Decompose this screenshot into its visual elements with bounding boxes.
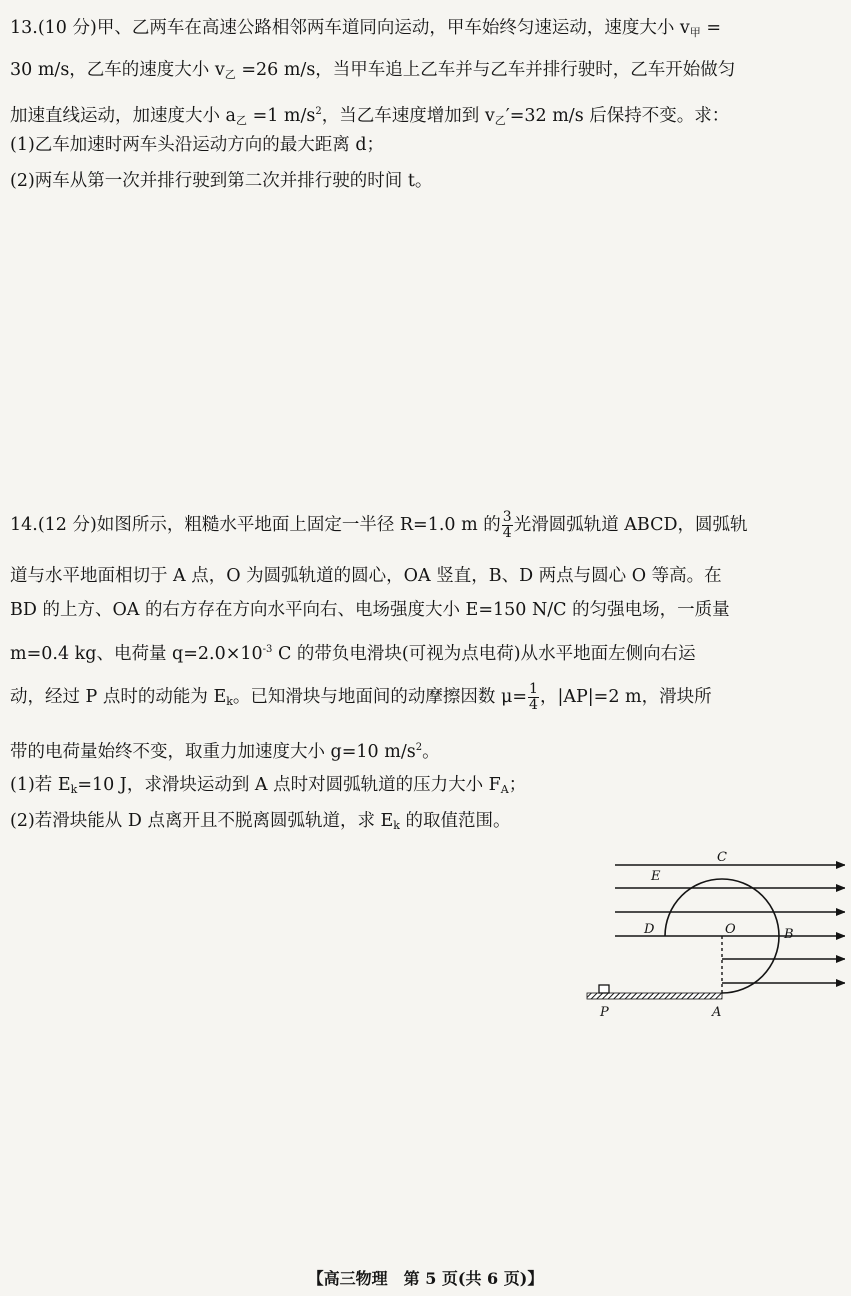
rough-ground [587, 993, 722, 999]
fraction-three-quarters: $\frac{3}{4}$ [502, 509, 512, 541]
q13-part-2: (2)两车从第一次并排行驶到第二次并排行驶的时间 t。 [10, 171, 433, 191]
label-d: D [644, 922, 655, 937]
q14-line-6: 带的电荷量始终不变，取重力加速度大小 g=10 $m/s^2$。 [10, 742, 440, 762]
q14-part-1: (1)若 $E_k=10$ J，求滑块运动到 A 点时对圆弧轨道的压力大小 $F_A$； [10, 775, 527, 796]
circular-track-diagram [585, 846, 845, 1022]
q14-part-2: (2)若滑块能从 D 点离开且不脱离圆弧轨道，求 $E_k$ 的取值范围。 [10, 811, 511, 832]
label-c: C [717, 850, 727, 865]
label-o: O [725, 922, 736, 937]
slider-block [599, 985, 609, 993]
page-footer: 【高三物理 第 5 页(共 6 页)】 [307, 1269, 544, 1288]
q14-line-4: m=0.4 kg、电荷量 $q=2.0\times 10^{-3}$ C 的带负电滑块(可视为点电荷)从水平地面左侧向右运 [10, 644, 696, 664]
q14-line-3: BD 的上方、OA 的右方存在方向水平向右、电场强度大小 E=150 N/C 的匀强电场，一质量 [10, 600, 730, 620]
q14-line-5: 动，经过 P 点时的动能为 $E_k$。已知滑块与地面间的动摩擦因数 μ= $\frac{1}{4}$ ，|AP|=2 m，滑块所 [10, 681, 712, 713]
fraction-one-quarter: $\frac{1}{4}$ [529, 681, 538, 713]
label-e: E [651, 869, 661, 884]
q13-line-2: 30 m/s，乙车的速度大小 $v_乙 =26$ m/s，当甲车追上乙车并与乙车并排行驶时，乙车开始做匀 [10, 60, 736, 81]
q13-line-3: 加速直线运动，加速度大小 $a_乙 =1$ $m/s^2$，当乙车速度增加到 $v_乙'=32$ m/s 后保持不变。求： [10, 106, 730, 127]
q14-line-1: 14.(12 分)如图所示，粗糙水平地面上固定一半径 R=1.0 m 的 $\frac{3}{4}$ 光滑圆弧轨道 ABCD，圆弧轨 [10, 509, 748, 541]
q14-line-2: 道与水平地面相切于 A 点，O 为圆弧轨道的圆心，OA 竖直，B、D 两点与圆心 O 等高。在 [10, 566, 722, 586]
q13-part-1: (1)乙车加速时两车头沿运动方向的最大距离 d； [10, 135, 385, 155]
label-b: B [784, 927, 794, 942]
q13-line-1: 13.(10 分)甲、乙两车在高速公路相邻两车道同向运动，甲车始终匀速运动，速度大小 $v_甲$ = [10, 18, 721, 39]
label-a: A [712, 1005, 722, 1020]
label-p: P [600, 1005, 609, 1020]
